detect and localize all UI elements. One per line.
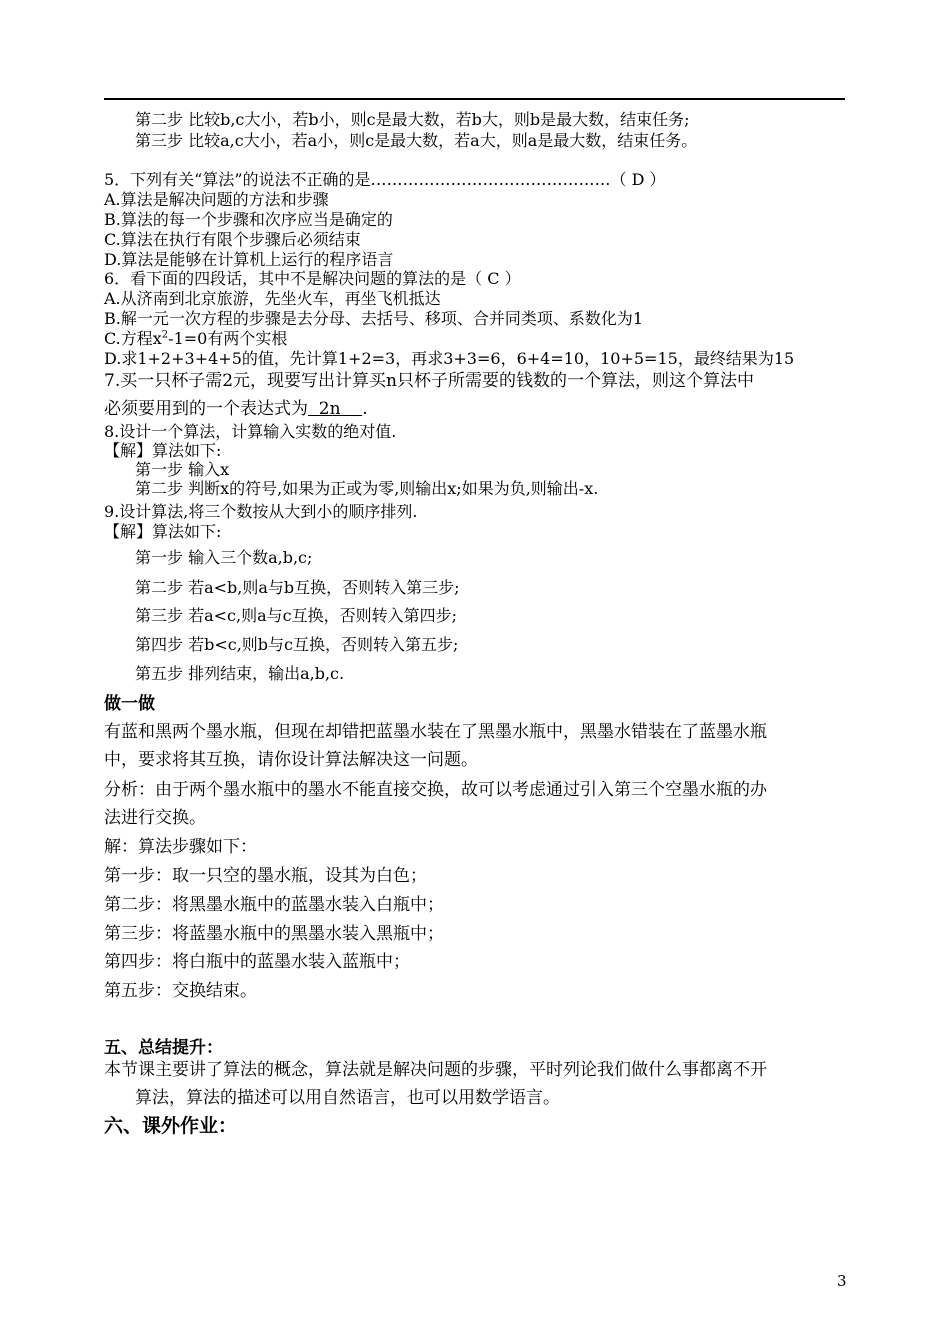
question-8-solution-label: 【解】算法如下: [104, 441, 222, 460]
question-9: 9.设计算法,将三个数按从大到小的顺序排列. [104, 502, 418, 521]
zuoyizuo-step-5: 第五步：交换结束。 [104, 981, 257, 1001]
question-6-option-c [104, 329, 287, 349]
zuoyizuo-analysis-1: 分析：由于两个墨水瓶中的墨水不能直接交换，故可以考虑通过引入第三个空墨水瓶的办 [104, 780, 767, 800]
page-number: 3 [837, 1272, 847, 1290]
zuoyizuo-heading: 做一做 [104, 694, 155, 714]
question-8: 8.设计一个算法，计算输入实数的绝对值. [104, 422, 397, 441]
question-6-option-d: D.求1+2+3+4+5的值，先计算1+2=3，再求3+3=6，6+4=10，10+5=15，最终结果为15 [104, 349, 795, 368]
question-9-step-4: 第四步 若b<c,则b与c互换，否则转入第五步; [135, 635, 459, 654]
zuoyizuo-step-4: 第四步：将白瓶中的蓝墨水装入蓝瓶中； [104, 952, 410, 972]
question-5-option-d: D.算法是能够在计算机上运行的程序语言 [104, 250, 394, 269]
zuoyizuo-paragraph-1: 有蓝和黑两个墨水瓶，但现在却错把蓝墨水装在了黑墨水瓶中，黑墨水错装在了蓝墨水瓶 [104, 722, 767, 742]
step3-compare-line: 第三步 比较a,c大小，若a小，则c是最大数，若a大，则a是最大数，结束任务。 [135, 131, 698, 150]
question-8-step-1: 第一步 输入x [135, 460, 230, 479]
question-9-step-5: 第五步 排列结束，输出a,b,c. [135, 664, 345, 683]
section-5-title: 五、总结提升： [104, 1038, 223, 1058]
q7-answer: 2n [308, 399, 363, 419]
question-6-option-a: A.从济南到北京旅游，先坐火车，再坐飞机抵达 [104, 289, 441, 308]
question-6: 6．看下面的四段话，其中不是解决问题的算法的是（ C ） [104, 269, 521, 288]
zuoyizuo-step-2: 第二步：将黑墨水瓶中的蓝墨水装入白瓶中； [104, 895, 444, 915]
zuoyizuo-solution-label: 解：算法步骤如下： [104, 837, 257, 857]
q6c-prefix: C.方程x [104, 329, 162, 348]
question-9-step-3: 第三步 若a<c,则a与c互换，否则转入第四步; [135, 606, 457, 625]
question-5-option-b: B.算法的每一个步骤和次序应当是确定的 [104, 210, 393, 229]
question-7-line-2 [104, 397, 368, 421]
section-5-paragraph-2: 算法，算法的描述可以用自然语言，也可以用数学语言。 [135, 1088, 560, 1108]
header-rule [104, 98, 845, 100]
q6c-suffix: -1=0有两个实根 [168, 329, 288, 348]
question-5: 5．下列有关“算法”的说法不正确的是………………………………………（ D ） [104, 170, 666, 189]
step2-compare-line: 第二步 比较b,c大小，若b小，则c是最大数，若b大，则b是最大数，结束任务; [135, 110, 690, 129]
q7-prefix: 必须要用到的一个表达式为 [104, 399, 308, 419]
question-9-step-1: 第一步 输入三个数a,b,c; [135, 548, 313, 567]
question-6-option-b: B.解一元一次方程的步骤是去分母、去括号、移项、合并同类项、系数化为1 [104, 309, 644, 328]
q6c-superscript: 2 [161, 329, 169, 341]
question-8-step-2: 第二步 判断x的符号,如果为正或为零,则输出x;如果为负,则输出-x. [135, 479, 599, 498]
question-5-option-a: A.算法是解决问题的方法和步骤 [104, 190, 329, 209]
section-6-title: 六、课外作业： [104, 1115, 238, 1137]
question-5-option-c: C.算法在执行有限个步骤后必须结束 [104, 230, 361, 249]
zuoyizuo-step-1: 第一步：取一只空的墨水瓶，设其为白色； [104, 866, 427, 886]
question-7-line-1: 7.买一只杯子需2元，现要写出计算买n只杯子所需要的钱数的一个算法，则这个算法中 [104, 371, 754, 391]
section-5-paragraph-1: 本节课主要讲了算法的概念，算法就是解决问题的步骤，平时列论我们做什么事都离不开 [104, 1060, 767, 1080]
zuoyizuo-paragraph-2: 中，要求将其互换，请你设计算法解决这一问题。 [104, 750, 478, 770]
zuoyizuo-analysis-2: 法进行交换。 [104, 808, 206, 828]
q7-suffix: . [362, 399, 368, 419]
zuoyizuo-step-3: 第三步：将蓝墨水瓶中的黑墨水装入黑瓶中； [104, 924, 444, 944]
question-9-solution-label: 【解】算法如下: [104, 522, 222, 541]
question-9-step-2: 第二步 若a<b,则a与b互换，否则转入第三步; [135, 578, 460, 597]
